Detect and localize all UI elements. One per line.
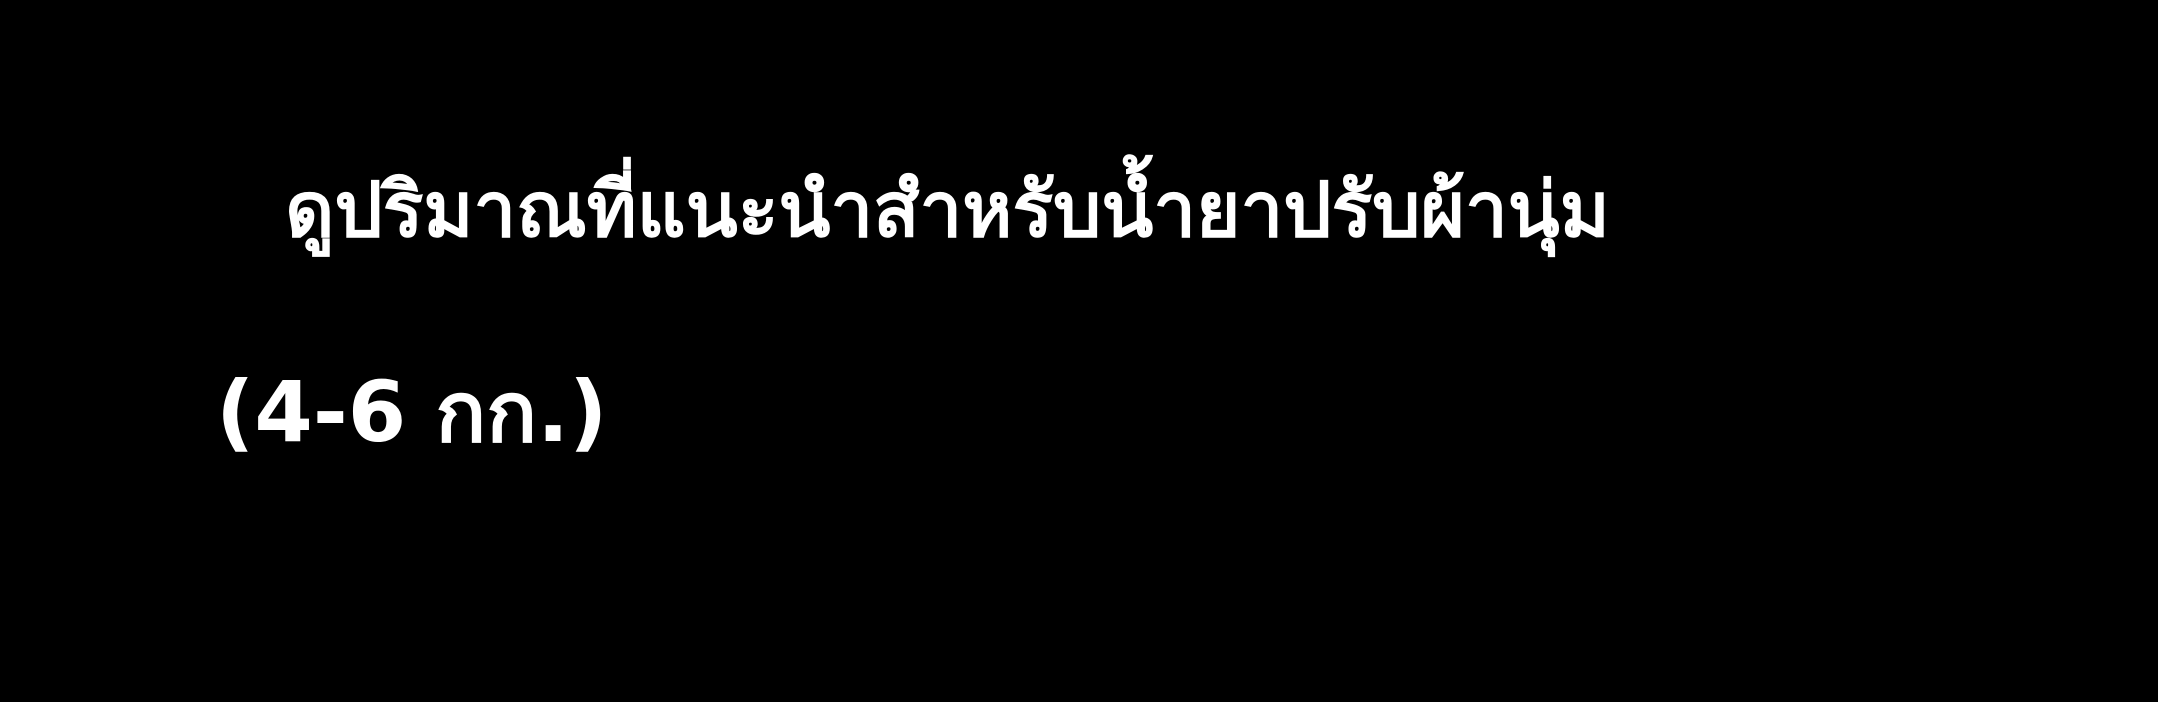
- caption-line-2: (4-6 กก.): [216, 363, 608, 461]
- caption-line-1: ดูปริมาณที่แนะนำสำหรับน้ำยาปรับผ้านุ่ม: [285, 165, 1610, 254]
